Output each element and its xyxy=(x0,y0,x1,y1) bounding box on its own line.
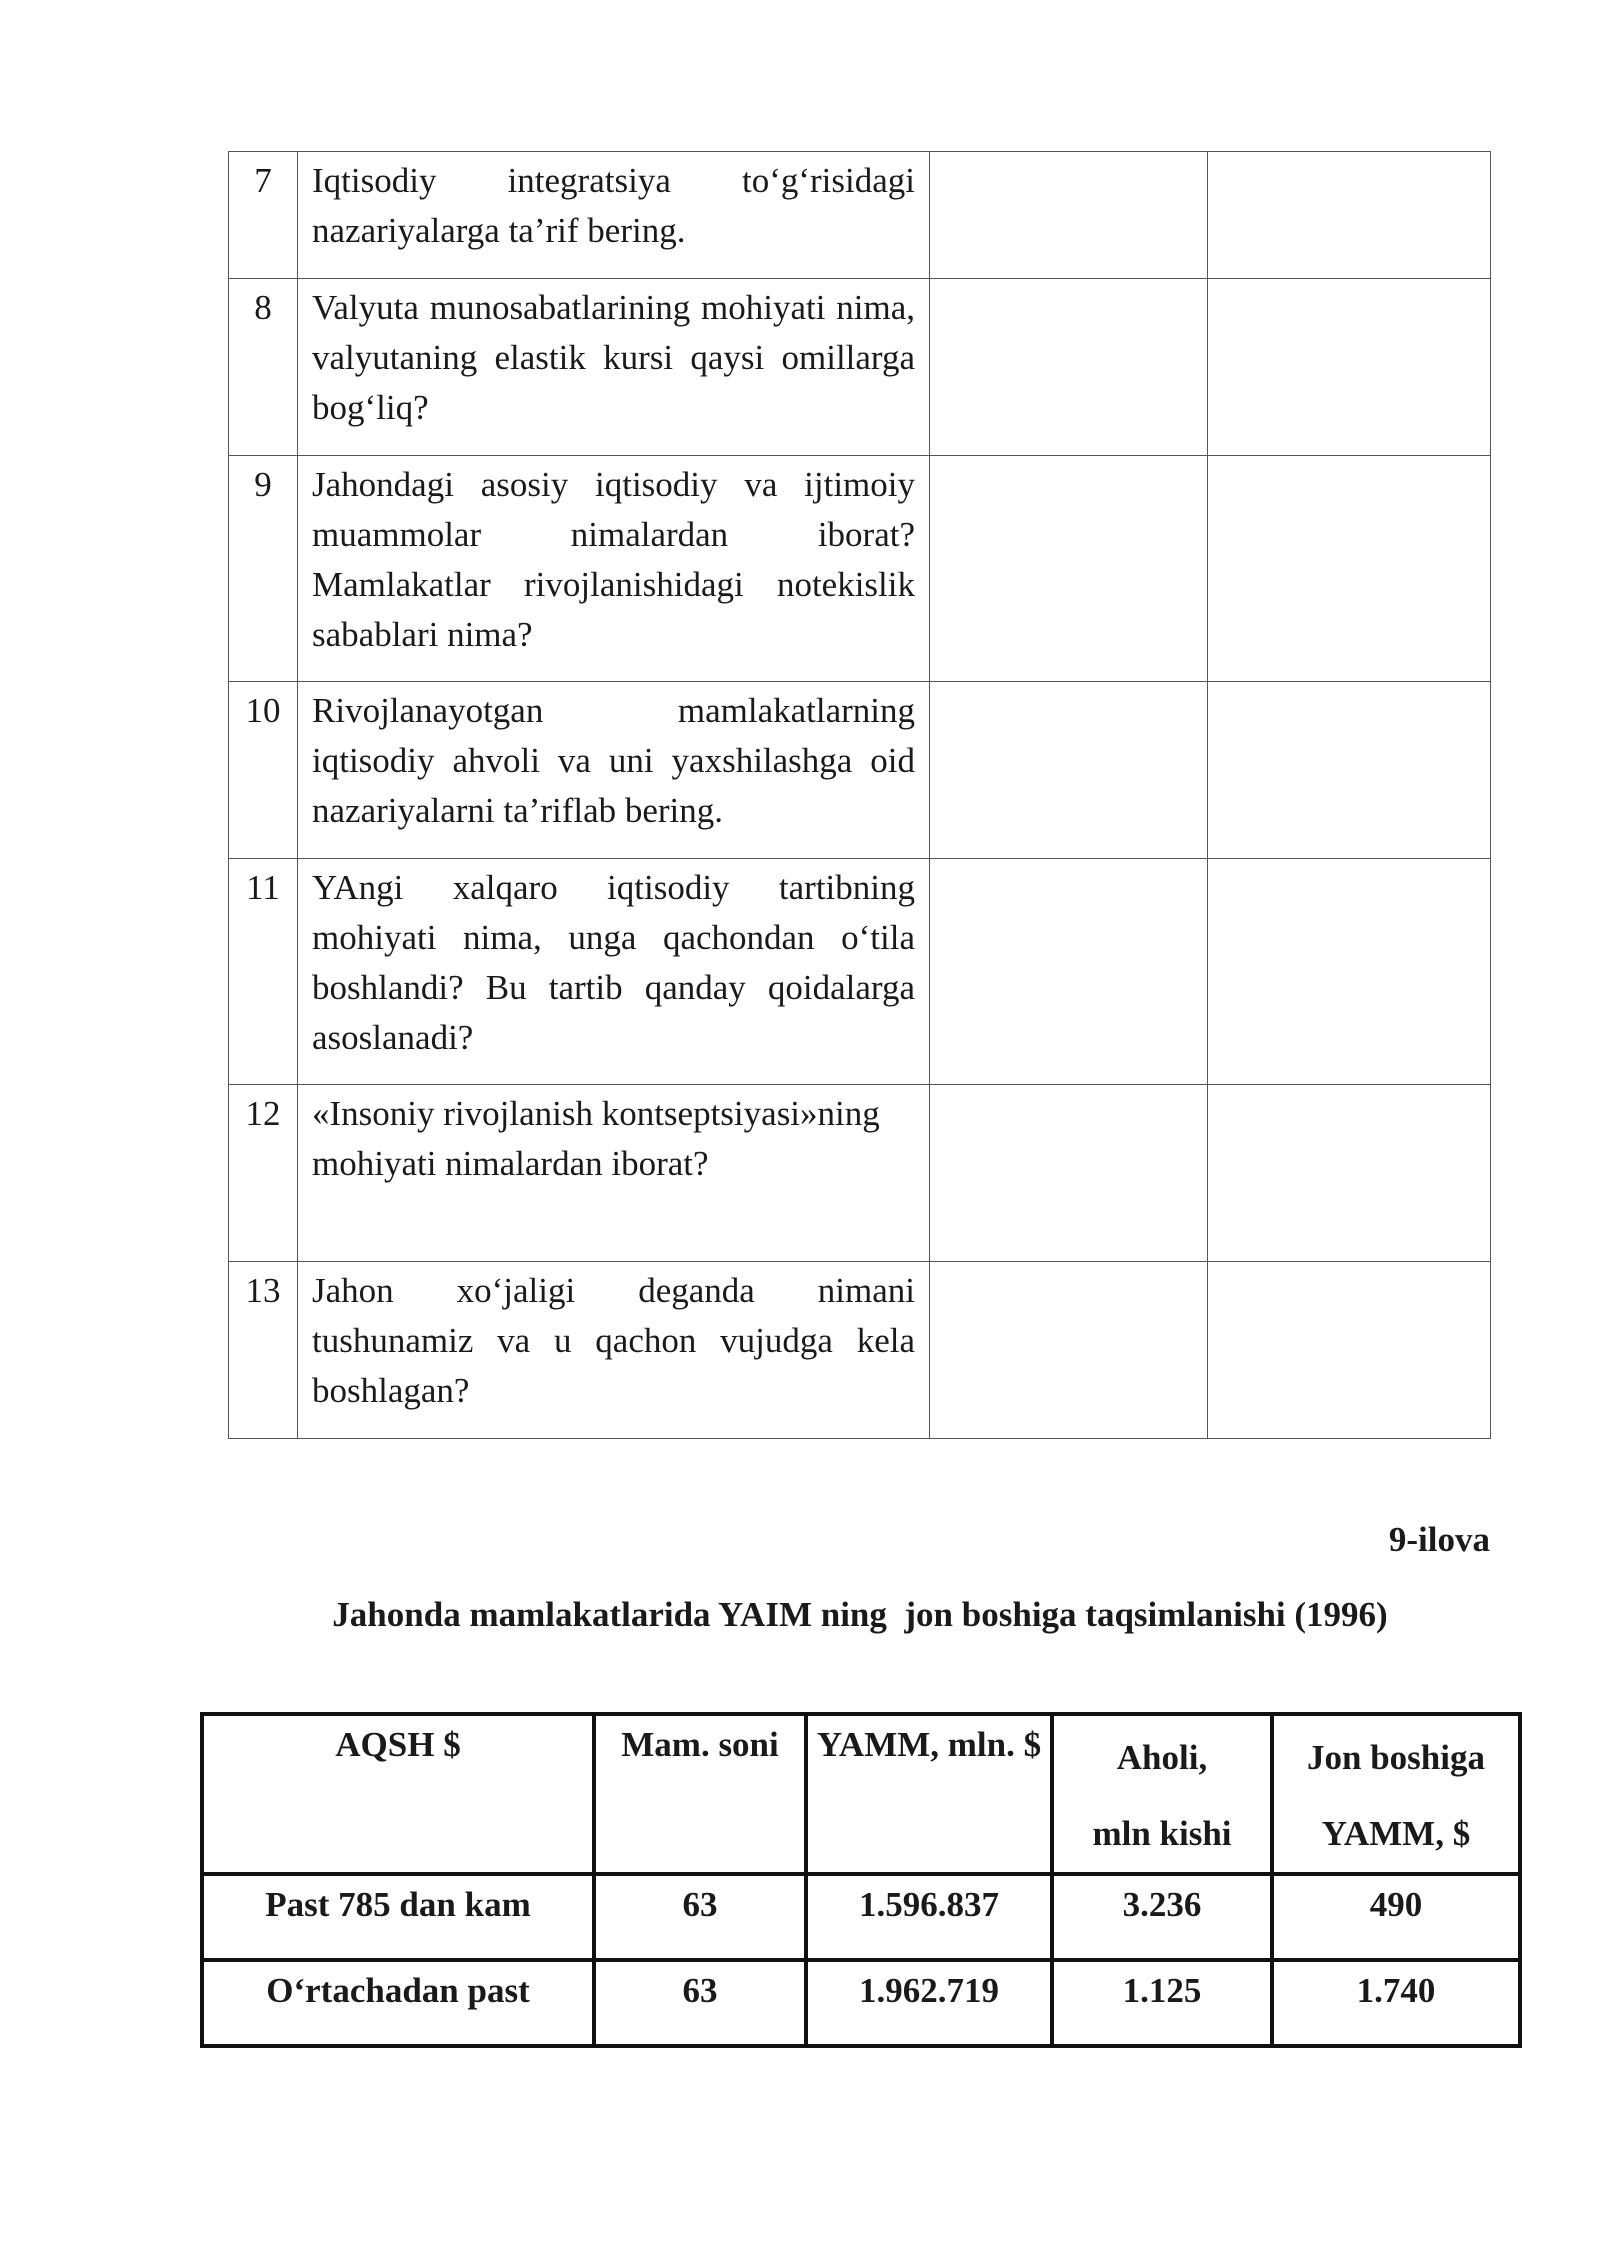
question-number: 13 xyxy=(229,1262,298,1439)
score-cell xyxy=(1208,279,1491,456)
table-row xyxy=(229,456,1491,682)
question-text: Valyuta munosabatlarining mohiyati nima, valyutaning elastik kursi qaysi omillarga bog‘liq? xyxy=(298,279,930,456)
table-row xyxy=(229,152,1491,279)
header-income-group: AQSH $ xyxy=(202,1714,594,1874)
question-number: 7 xyxy=(229,152,298,279)
question-text: «Insoniy rivojlanish kontseptsiyasi»ning mohiyati nimalardan iborat? xyxy=(298,1085,930,1262)
score-cell xyxy=(1208,682,1491,859)
table-row xyxy=(202,1960,1520,2046)
score-cell xyxy=(1208,1262,1491,1439)
cell-per-capita: 490 xyxy=(1272,1874,1520,1960)
questions-table xyxy=(228,151,1491,1439)
header-gdp: YAMM, mln. $ xyxy=(806,1714,1052,1874)
gdp-per-capita-table xyxy=(200,1712,1522,2048)
question-text: YAngi xalqaro iqtisodiy tartibning mohiyati nima, unga qachondan o‘tila boshlandi? Bu tartib qanday qoidalarga asoslanadi? xyxy=(298,859,930,1085)
cell-country-count: 63 xyxy=(594,1960,806,2046)
question-number: 11 xyxy=(229,859,298,1085)
answer-cell xyxy=(930,682,1208,859)
table-header-row xyxy=(202,1714,1520,1874)
answer-cell xyxy=(930,1262,1208,1439)
cell-income-group: O‘rtachadan past xyxy=(202,1960,594,2046)
cell-population: 1.125 xyxy=(1052,1960,1272,2046)
cell-gdp: 1.596.837 xyxy=(806,1874,1052,1960)
table-title: Jahonda mamlakatlarida YAIM ning jon boshiga taqsimlanishi (1996) xyxy=(332,1595,1388,1634)
table-row xyxy=(229,279,1491,456)
score-cell xyxy=(1208,1085,1491,1262)
table-row xyxy=(202,1874,1520,1960)
table-row xyxy=(229,1262,1491,1439)
appendix-label: 9-ilova xyxy=(1388,1520,1490,1559)
cell-per-capita: 1.740 xyxy=(1272,1960,1520,2046)
header-population xyxy=(1052,1714,1272,1874)
cell-country-count: 63 xyxy=(594,1874,806,1960)
question-number: 10 xyxy=(229,682,298,859)
cell-population: 3.236 xyxy=(1052,1874,1272,1960)
header-population-line1: Aholi, xyxy=(1116,1738,1208,1777)
score-cell xyxy=(1208,456,1491,682)
question-text: Rivojlanayotgan mamlakatlarning iqtisodiy ahvoli va uni yaxshilashga oid nazariyalarni ta’riflab bering. xyxy=(298,682,930,859)
answer-cell xyxy=(930,456,1208,682)
score-cell xyxy=(1208,859,1491,1085)
answer-cell xyxy=(930,152,1208,279)
header-per-capita-line2: YAMM, $ xyxy=(1321,1814,1471,1853)
table-row xyxy=(229,1085,1491,1262)
question-number: 9 xyxy=(229,456,298,682)
table-row xyxy=(229,682,1491,859)
table-row xyxy=(229,859,1491,1085)
cell-gdp: 1.962.719 xyxy=(806,1960,1052,2046)
question-text: Iqtisodiy integratsiya to‘g‘risidagi nazariyalarga ta’rif bering. xyxy=(298,152,930,279)
question-number: 8 xyxy=(229,279,298,456)
answer-cell xyxy=(930,1085,1208,1262)
answer-cell xyxy=(930,859,1208,1085)
question-text: Jahon xo‘jaligi deganda nimani tushunamiz va u qachon vujudga kela boshlagan? xyxy=(298,1262,930,1439)
header-population-line2: mln kishi xyxy=(1092,1814,1232,1853)
answer-cell xyxy=(930,279,1208,456)
header-per-capita-line1: Jon boshiga xyxy=(1307,1738,1485,1777)
header-per-capita xyxy=(1272,1714,1520,1874)
question-text: Jahondagi asosiy iqtisodiy va ijtimoiy muammolar nimalardan iborat? Mamlakatlar rivojlanishidagi notekislik sabablari nima? xyxy=(298,456,930,682)
cell-income-group: Past 785 dan kam xyxy=(202,1874,594,1960)
score-cell xyxy=(1208,152,1491,279)
header-country-count: Mam. soni xyxy=(594,1714,806,1874)
question-number: 12 xyxy=(229,1085,298,1262)
